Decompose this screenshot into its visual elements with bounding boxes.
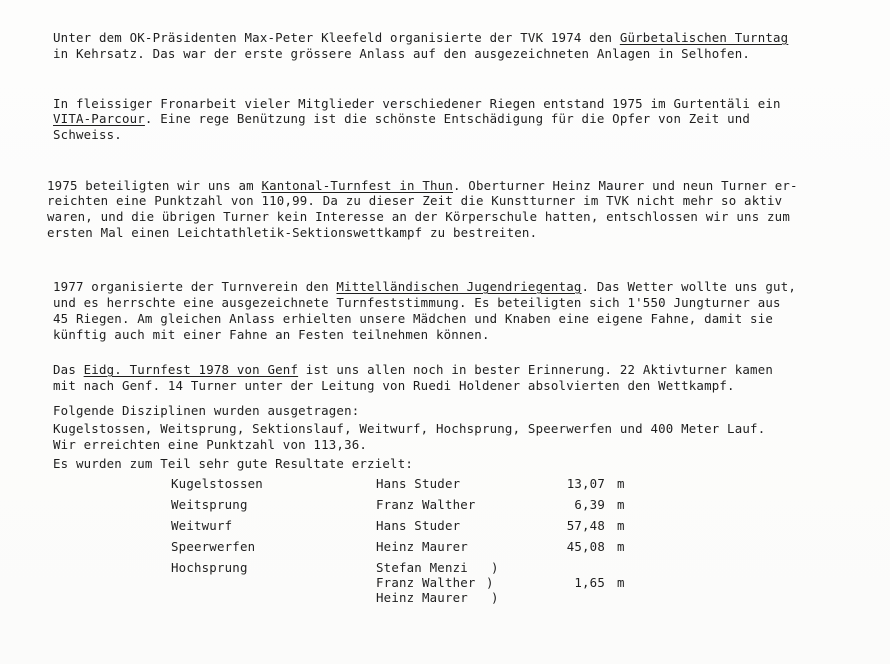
group-brace: ): [491, 590, 499, 605]
text-line: [53, 456, 413, 471]
athlete-cell: Franz Walther: [376, 575, 476, 590]
group-brace: ): [491, 560, 499, 575]
text-line: [53, 403, 359, 418]
discipline-cell: Kugelstossen: [171, 476, 263, 491]
text-line: [53, 295, 781, 310]
underlined-event-name: Kantonal-Turnfest in Thun: [261, 178, 453, 193]
text-line: [53, 311, 773, 326]
underlined-event-name: VITA-Parcour: [53, 111, 145, 126]
text-span: Schweiss.: [53, 127, 122, 142]
athlete-cell: Hans Studer: [376, 518, 461, 533]
result-value-cell: 13,07: [566, 476, 605, 491]
unit-cell: m: [617, 497, 625, 512]
underlined-event-name: Eidg. Turnfest 1978 von Genf: [83, 362, 299, 377]
text-span: . Das Wetter wollte uns gut,: [581, 279, 797, 294]
discipline-cell: Speerwerfen: [171, 539, 256, 554]
athlete-cell: Franz Walther: [376, 497, 476, 512]
result-value-cell: 45,08: [566, 539, 605, 554]
unit-cell: m: [617, 539, 625, 554]
text-span: Unter dem OK-Präsidenten Max-Peter Kleefeld organisierte der TVK 1974 den: [53, 30, 620, 45]
text-line: [47, 225, 537, 240]
text-span: ist uns allen noch in bester Erinnerung. 22 Aktivturner kamen: [298, 362, 774, 377]
unit-cell: m: [617, 518, 625, 533]
result-value-cell: 1,65: [574, 575, 605, 590]
athlete-cell: Stefan Menzi: [376, 560, 468, 575]
text-line: [53, 127, 122, 142]
text-span: In fleissiger Fronarbeit vieler Mitglieder verschiedener Riegen entstand 1975 im Gurtentäli ein: [53, 96, 781, 111]
text-line: [53, 327, 490, 342]
text-line: [53, 96, 781, 111]
text-line: [53, 378, 735, 393]
text-line: [53, 421, 765, 436]
text-span: künftig auch mit einer Fahne an Festen teilnehmen können.: [53, 327, 490, 342]
group-brace: ): [486, 575, 494, 590]
text-line: [53, 46, 750, 61]
discipline-cell: Weitsprung: [171, 497, 248, 512]
text-span: 1975 beteiligten wir uns am: [47, 178, 262, 193]
text-span: Folgende Disziplinen wurden ausgetragen:: [53, 403, 360, 418]
discipline-cell: Hochsprung: [171, 560, 248, 575]
text-span: Wir erreichten eine Punktzahl von 113,36.: [53, 437, 368, 452]
text-span: Kugelstossen, Weitsprung, Sektionslauf, Weitwurf, Hochsprung, Speerwerfen und 400 Meter Lauf.: [53, 421, 766, 436]
text-span: mit nach Genf. 14 Turner unter der Leitung von Ruedi Holdener absolvierten den Wettkampf.: [53, 378, 735, 393]
text-line: [47, 178, 798, 193]
unit-cell: m: [617, 575, 625, 590]
text-line: [53, 30, 788, 45]
athlete-cell: Heinz Maurer: [376, 539, 468, 554]
text-span: waren, und die übrigen Turner kein Interesse an der Körperschule hatten, entschlossen wir uns zum: [47, 209, 790, 224]
text-span: Das: [53, 362, 84, 377]
text-span: in Kehrsatz. Das war der erste grössere Anlass auf den ausgezeichneten Anlagen in Selhofen.: [53, 46, 751, 61]
athlete-cell: Hans Studer: [376, 476, 461, 491]
text-line: [47, 193, 782, 208]
text-span: 1977 organisierte der Turnverein den: [53, 279, 337, 294]
text-span: Es wurden zum Teil sehr gute Resultate erzielt:: [53, 456, 414, 471]
text-span: ersten Mal einen Leichtathletik-Sektionswettkampf zu bestreiten.: [47, 225, 538, 240]
text-line: [53, 279, 796, 294]
text-line: [53, 362, 773, 377]
text-line: [53, 437, 367, 452]
underlined-event-name: Gürbetalischen Turntag: [619, 30, 789, 45]
result-value-cell: 57,48: [566, 518, 605, 533]
text-line: [53, 111, 750, 126]
text-span: 45 Riegen. Am gleichen Anlass erhielten unsere Mädchen und Knaben eine eigene Fahne, damit sie: [53, 311, 774, 326]
text-span: reichten eine Punktzahl von 110,99. Da zu dieser Zeit die Kunstturner im TVK nicht mehr so aktiv: [47, 193, 783, 208]
text-line: [47, 209, 790, 224]
athlete-cell: Heinz Maurer: [376, 590, 468, 605]
text-span: . Eine rege Benützung ist die schönste Entschädigung für die Opfer von Zeit und: [144, 111, 751, 126]
text-span: und es herrschte eine ausgezeichnete Turnfeststimmung. Es beteiligten sich 1'550 Jungturner aus: [53, 295, 781, 310]
result-value-cell: 6,39: [574, 497, 605, 512]
discipline-cell: Weitwurf: [171, 518, 233, 533]
text-span: . Oberturner Heinz Maurer und neun Turner er-: [452, 178, 798, 193]
unit-cell: m: [617, 476, 625, 491]
underlined-event-name: Mittelländischen Jugendriegentag: [336, 279, 582, 294]
